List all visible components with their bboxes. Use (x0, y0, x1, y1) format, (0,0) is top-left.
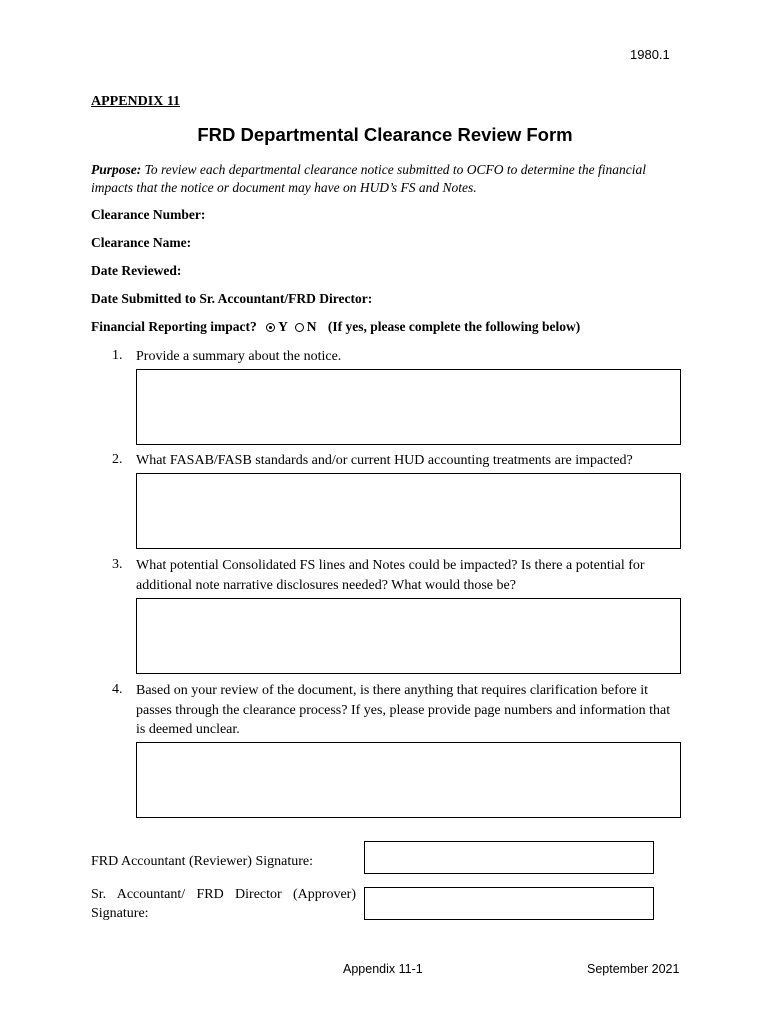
question-3-number: 3. (112, 557, 123, 572)
purpose-label: Purpose: (91, 162, 142, 177)
appendix-title: APPENDIX 11 (91, 94, 181, 109)
financial-impact-row (91, 319, 580, 335)
approver-signature-box[interactable] (364, 887, 654, 920)
question-3-answer-box[interactable] (136, 598, 681, 674)
radio-yes-label: Y (278, 319, 288, 334)
question-1-number: 1. (112, 348, 123, 363)
footer-date: September 2021 (587, 962, 680, 976)
question-4-number: 4. (112, 682, 123, 697)
question-2-answer-box[interactable] (136, 473, 681, 549)
reviewer-signature-box[interactable] (364, 841, 654, 874)
radio-yes[interactable] (266, 323, 275, 332)
clearance-number-label: Clearance Number: (91, 207, 206, 222)
approver-signature-label: Sr. Accountant/ FRD Director (Approver) Signature: (91, 887, 356, 921)
reviewer-signature-label: FRD Accountant (Reviewer) Signature: (91, 854, 314, 869)
question-1-text: Provide a summary about the notice. (136, 349, 342, 364)
radio-no[interactable] (295, 323, 304, 332)
question-2-number: 2. (112, 452, 123, 467)
purpose-text: To review each departmental clearance notice submitted to OCFO to determine the financial impacts that the notice or document may have on HUD’s FS and Notes. (91, 162, 647, 195)
clearance-name-label: Clearance Name: (91, 235, 192, 250)
footer-page: Appendix 11-1 (343, 962, 423, 976)
financial-impact-note: (If yes, please complete the following below) (327, 319, 581, 334)
question-3-text: What potential Consolidated FS lines and Notes could be impacted? Is there a potential for additional note narrative disclosures needed? What would those be? (136, 558, 645, 593)
question-4-answer-box[interactable] (136, 742, 681, 818)
date-reviewed-label: Date Reviewed: (91, 263, 182, 278)
page-code: 1980.1 (630, 47, 670, 62)
form-title: FRD Departmental Clearance Review Form (197, 124, 573, 145)
question-2-text: What FASAB/FASB standards and/or current HUD accounting treatments are impacted? (136, 453, 633, 468)
purpose (91, 161, 691, 197)
question-1-answer-box[interactable] (136, 369, 681, 445)
question-4-text: Based on your review of the document, is there anything that requires clarification before it passes through the clearance process? If yes, please provide page numbers and information that is deemed unclear. (136, 683, 671, 737)
date-submitted-label: Date Submitted to Sr. Accountant/FRD Director: (91, 291, 373, 306)
financial-impact-label: Financial Reporting impact? (91, 319, 257, 334)
radio-no-label: N (306, 319, 317, 334)
